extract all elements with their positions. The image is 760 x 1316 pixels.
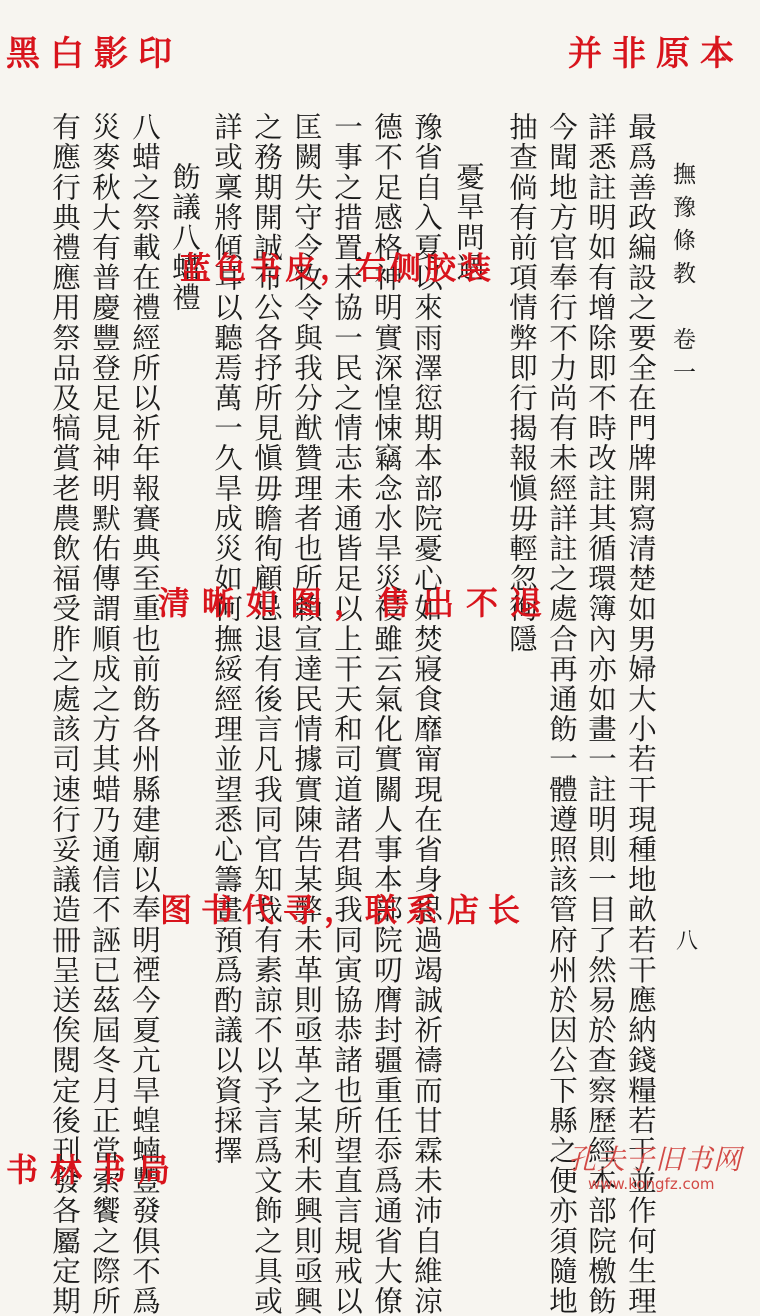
text-column: 詳或稟將傾耳以聽焉萬一久旱成災如何撫綏經理並望悉心籌畫預爲酌議以資採擇 [210, 112, 243, 1166]
section-title: 憂旱問過 [452, 162, 485, 283]
page-number: 八 [676, 929, 699, 954]
text-column: 詳悉註明如有增除即不時改註其循環簿內亦如畫一註明則一目了然易於查察歷經本部院檄飭 [584, 112, 617, 1316]
watermark-service-note: 图书代寻，联系店长 [160, 891, 530, 929]
watermark-condition-note: 清晰如图，售出不退 [158, 584, 555, 622]
text-column: 一事之措置未協一民之情志未通皆足以上干天和司道諸君與我同寅協恭諸也所望直言規戒以 [330, 112, 363, 1316]
running-header: 撫豫條教 卷一 [669, 162, 695, 393]
text-column: 豫省自入夏以來雨澤愆期本部院憂心如焚寢食靡甯現在省身思過竭誠祈禱而甘霖未沛自維涼 [410, 112, 443, 1316]
watermark-binding-note: 蓝色书皮，右侧胶装 [180, 251, 495, 287]
kongfz-url: www.kongfz.com [588, 1175, 715, 1193]
text-column: 災麥秋大有普慶豐登足見神明默佑傳謂順成之方其蜡乃通信不誣已茲屆冬月正當索饗之際所 [88, 112, 121, 1316]
text-column: 抽查倘有前項情弊即行揭報愼毋輕忽徇隱 [505, 112, 538, 654]
text-column: 最爲善政編設之要全在門牌開寫清楚如男婦大小若干現種地畝若干應納錢糧若干並作何生理 [624, 112, 657, 1316]
watermark-top-left: 黑白影印 [6, 34, 182, 74]
text-column: 之務期開誠布公各抒所見愼毋瞻徇顧忌退有後言凡我同官知我有素諒不以予言爲文飾之具或 [250, 112, 283, 1316]
watermark-top-right: 并非原本 [568, 34, 744, 74]
text-column: 八蜡之祭載在禮經所以祈年報賽典至重也前飭各州縣建廟以奉明禋今夏亢旱蝗蝻豐發俱不爲 [128, 112, 161, 1316]
text-column: 匡闕失守令牧令與我分猷贊理者也所賴宣達民情據實陳告某弊未革則亟革之某利未興則亟興 [290, 112, 323, 1316]
text-column: 有應行典禮應用祭品及犒賞老農飲福受胙之處該司速行妥議造冊呈送俟閱定後刊發各屬定期 [48, 112, 81, 1316]
text-column: 德不足感格神明實深惶悚竊念水旱災祲雖云氣化實關人事本部院叨膺封疆重任忝爲通省大僚 [370, 112, 403, 1316]
watermark-shop-name: 书林书局 [6, 1151, 183, 1189]
kongfz-logo-text: 孔夫子旧书网 [568, 1143, 743, 1176]
text-column: 今聞地方官奉行不力尚有未經詳註之處合再通飭一體遵照該管府州於因公下縣之便亦須隨地 [545, 112, 578, 1316]
section-title: 飭議八蜡禮 [168, 162, 201, 313]
